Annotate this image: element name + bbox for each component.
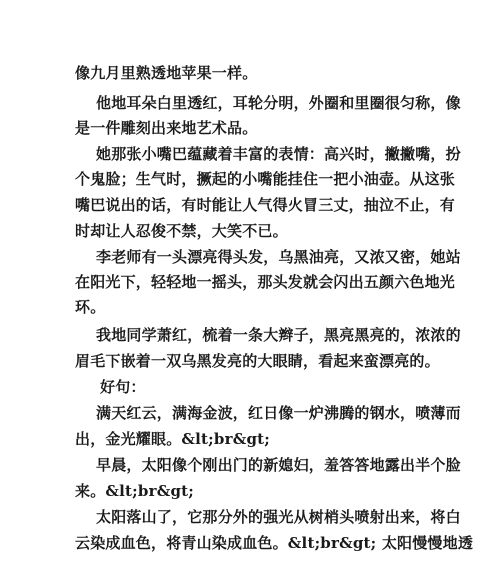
text-line: 时却让人忍俊不禁，大笑不已。 (75, 222, 288, 240)
text-line: 满天红云，满海金波，红日像一炉沸腾的钢水，喷薄而 (96, 404, 461, 422)
text-line: 她那张小嘴巴蕴藏着丰富的表情：高兴时，撇撇嘴，扮 (96, 145, 461, 163)
text-line: 是一件雕刻出来地艺术品。 (75, 119, 258, 137)
text-line: 眉毛下嵌着一双乌黑发亮的大眼睛，看起来蛮漂亮的。 (75, 352, 440, 370)
text-line: 来。&lt;br&gt; (75, 482, 194, 500)
text-line: 像九月里熟透地苹果一样。 (75, 64, 258, 82)
text-line: 早晨，太阳像个刚出门的新媳妇，羞答答地露出半个脸 (96, 456, 461, 474)
text-line: 太阳落山了，它那分外的强光从树梢头喷射出来，将白 (96, 508, 461, 526)
section-heading: 好句： (100, 378, 146, 396)
text-line: 云染成血色，将青山染成血色。&lt;br&gt; 太阳慢慢地透 (75, 534, 474, 552)
text-line: 个鬼脸；生气时，撅起的小嘴能挂住一把小油壶。从这张 (75, 170, 456, 188)
text-line: 在阳光下，轻轻地一摇头，那头发就会闪出五颜六色地光 (75, 273, 456, 291)
text-line: 李老师有一头漂亮得头发，乌黑油亮，又浓又密，她站 (96, 248, 461, 266)
text-line: 出，金光耀眼。&lt;br&gt; (75, 430, 270, 448)
text-line: 他地耳朵白里透红，耳轮分明，外圈和里圈很匀称，像 (96, 94, 461, 112)
text-line: 我地同学萧红，梳着一条大辫子，黑亮黑亮的，浓浓的 (96, 326, 461, 344)
text-line: 嘴巴说出的话，有时能让人气得火冒三丈，抽泣不止，有 (75, 196, 456, 214)
text-line: 环。 (75, 298, 106, 316)
